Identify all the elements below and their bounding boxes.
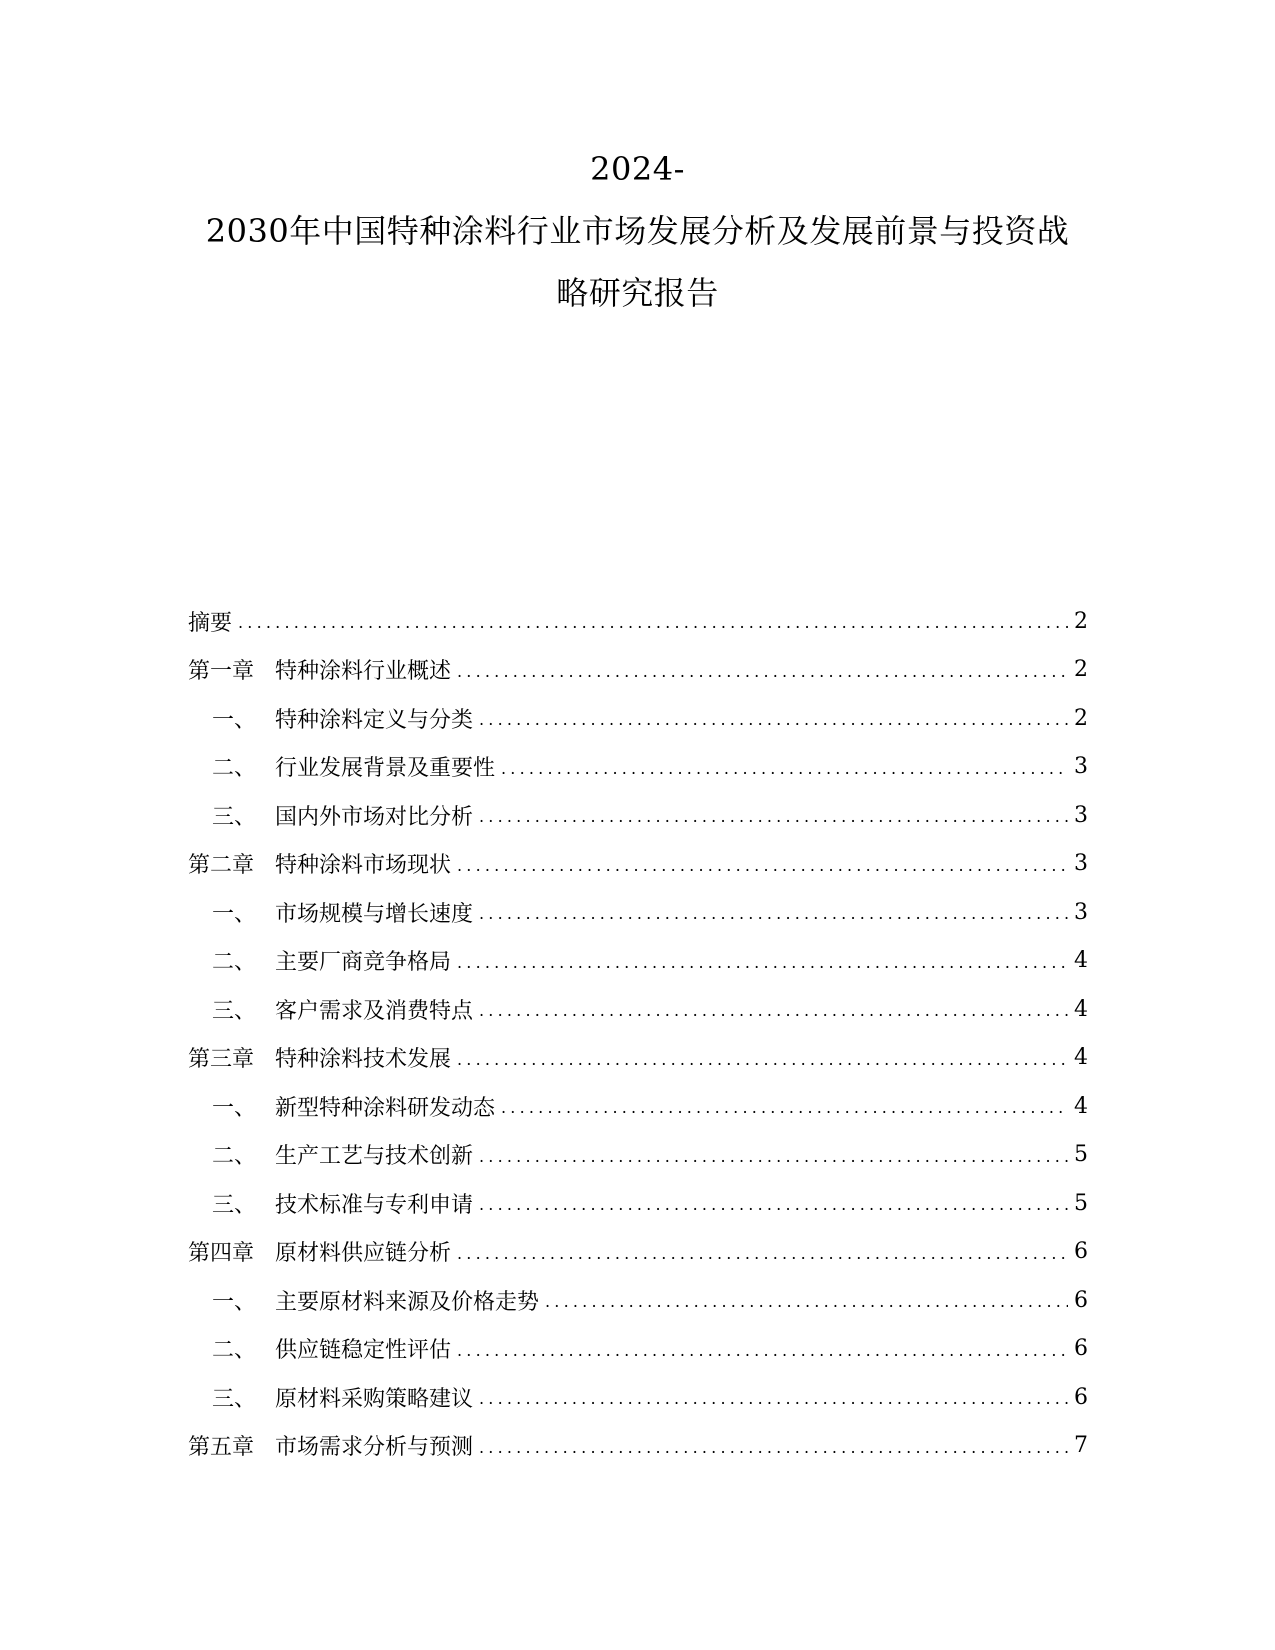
toc-dot-leader bbox=[238, 612, 1068, 634]
toc-entry-section[interactable] bbox=[188, 1082, 1088, 1131]
toc-entry-text: 生产工艺与技术创新 bbox=[275, 1144, 474, 1170]
toc-dot-leader bbox=[501, 758, 1068, 780]
toc-dot-leader bbox=[545, 1291, 1068, 1313]
toc-entry-text: 技术标准与专利申请 bbox=[275, 1192, 474, 1218]
toc-entry-section[interactable] bbox=[188, 743, 1088, 792]
toc-section-number: 二、 bbox=[212, 1338, 257, 1364]
toc-chapter-number: 第四章 bbox=[188, 1241, 255, 1267]
toc-entry-section[interactable] bbox=[188, 1131, 1088, 1180]
toc-section-number: 三、 bbox=[212, 998, 257, 1024]
toc-chapter-number: 第五章 bbox=[188, 1435, 255, 1461]
toc-entry-section[interactable] bbox=[188, 1179, 1088, 1228]
toc-page-number: 2 bbox=[1074, 608, 1088, 634]
toc-section-number: 一、 bbox=[212, 707, 257, 733]
toc-section-number: 三、 bbox=[212, 1192, 257, 1218]
toc-page-number: 5 bbox=[1074, 1142, 1088, 1168]
toc-entry-text: 主要原材料来源及价格走势 bbox=[275, 1289, 540, 1315]
toc-dot-leader bbox=[457, 1340, 1068, 1362]
toc-entry-text: 原材料采购策略建议 bbox=[275, 1386, 474, 1412]
toc-entry-text: 新型特种涂料研发动态 bbox=[275, 1095, 496, 1121]
toc-page-number: 5 bbox=[1074, 1190, 1088, 1216]
title-line-3: 略研究报告 bbox=[556, 274, 719, 312]
toc-entry-chapter-1[interactable] bbox=[188, 646, 1088, 695]
toc-entry-section[interactable] bbox=[188, 1276, 1088, 1325]
toc-entry-text: 摘要 bbox=[188, 610, 233, 636]
toc-dot-leader bbox=[479, 1437, 1068, 1459]
toc-entry-text: 客户需求及消费特点 bbox=[275, 998, 474, 1024]
toc-entry-text: 主要厂商竞争格局 bbox=[275, 950, 452, 976]
toc-chapter-number: 第二章 bbox=[188, 853, 255, 879]
toc-chapter-number: 第一章 bbox=[188, 659, 255, 685]
toc-page-number: 4 bbox=[1074, 1045, 1088, 1071]
toc-dot-leader bbox=[479, 1194, 1068, 1216]
toc-entry-text: 国内外市场对比分析 bbox=[275, 804, 474, 830]
toc-entry-text: 特种涂料定义与分类 bbox=[275, 707, 474, 733]
toc-dot-leader bbox=[479, 903, 1068, 925]
toc-section-number: 一、 bbox=[212, 901, 257, 927]
report-title bbox=[150, 138, 1125, 324]
table-of-contents bbox=[188, 597, 1088, 1470]
toc-section-number: 二、 bbox=[212, 756, 257, 782]
toc-page-number: 3 bbox=[1074, 754, 1088, 780]
toc-entry-chapter-4[interactable] bbox=[188, 1228, 1088, 1277]
toc-entry-section[interactable] bbox=[188, 985, 1088, 1034]
toc-entry-section[interactable] bbox=[188, 1325, 1088, 1374]
toc-section-number: 三、 bbox=[212, 804, 257, 830]
toc-entry-text: 特种涂料市场现状 bbox=[275, 853, 452, 879]
toc-entry-text: 市场需求分析与预测 bbox=[275, 1435, 474, 1461]
toc-section-number: 一、 bbox=[212, 1289, 257, 1315]
toc-dot-leader bbox=[479, 1146, 1068, 1168]
toc-entry-section[interactable] bbox=[188, 888, 1088, 937]
toc-page-number: 3 bbox=[1074, 899, 1088, 925]
toc-page-number: 6 bbox=[1074, 1239, 1088, 1265]
toc-dot-leader bbox=[457, 1243, 1068, 1265]
toc-entry-section[interactable] bbox=[188, 937, 1088, 986]
toc-page-number: 2 bbox=[1074, 705, 1088, 731]
toc-section-number: 二、 bbox=[212, 1144, 257, 1170]
toc-dot-leader bbox=[479, 1388, 1068, 1410]
toc-section-number: 三、 bbox=[212, 1386, 257, 1412]
toc-section-number: 一、 bbox=[212, 1095, 257, 1121]
toc-dot-leader bbox=[479, 1000, 1068, 1022]
title-line-2: 2030年中国特种涂料行业市场发展分析及发展前景与投资战 bbox=[205, 212, 1070, 250]
toc-page-number: 7 bbox=[1074, 1433, 1088, 1459]
toc-entry-text: 特种涂料行业概述 bbox=[275, 659, 452, 685]
toc-entry-section[interactable] bbox=[188, 791, 1088, 840]
toc-chapter-number: 第三章 bbox=[188, 1047, 255, 1073]
toc-section-number: 二、 bbox=[212, 950, 257, 976]
title-line-1: 2024- bbox=[590, 150, 685, 188]
toc-dot-leader bbox=[479, 806, 1068, 828]
toc-page-number: 6 bbox=[1074, 1287, 1088, 1313]
toc-dot-leader bbox=[479, 709, 1068, 731]
toc-entry-text: 特种涂料技术发展 bbox=[275, 1047, 452, 1073]
toc-page-number: 4 bbox=[1074, 948, 1088, 974]
toc-entry-chapter-2[interactable] bbox=[188, 840, 1088, 889]
toc-entry-section[interactable] bbox=[188, 694, 1088, 743]
toc-entry-text: 原材料供应链分析 bbox=[275, 1241, 452, 1267]
toc-page-number: 4 bbox=[1074, 1093, 1088, 1119]
toc-page-number: 3 bbox=[1074, 851, 1088, 877]
toc-page-number: 3 bbox=[1074, 802, 1088, 828]
toc-entry-text: 市场规模与增长速度 bbox=[275, 901, 474, 927]
toc-page-number: 6 bbox=[1074, 1336, 1088, 1362]
toc-dot-leader bbox=[457, 661, 1068, 683]
toc-entry-section[interactable] bbox=[188, 1373, 1088, 1422]
toc-dot-leader bbox=[457, 1049, 1068, 1071]
toc-page-number: 4 bbox=[1074, 996, 1088, 1022]
toc-entry-abstract[interactable] bbox=[188, 597, 1088, 646]
toc-entry-chapter-3[interactable] bbox=[188, 1034, 1088, 1083]
toc-page-number: 6 bbox=[1074, 1384, 1088, 1410]
toc-page-number: 2 bbox=[1074, 657, 1088, 683]
toc-dot-leader bbox=[457, 855, 1068, 877]
toc-entry-chapter-5[interactable] bbox=[188, 1422, 1088, 1471]
toc-dot-leader bbox=[501, 1097, 1068, 1119]
toc-entry-text: 行业发展背景及重要性 bbox=[275, 756, 496, 782]
toc-dot-leader bbox=[457, 952, 1068, 974]
toc-entry-text: 供应链稳定性评估 bbox=[275, 1338, 452, 1364]
